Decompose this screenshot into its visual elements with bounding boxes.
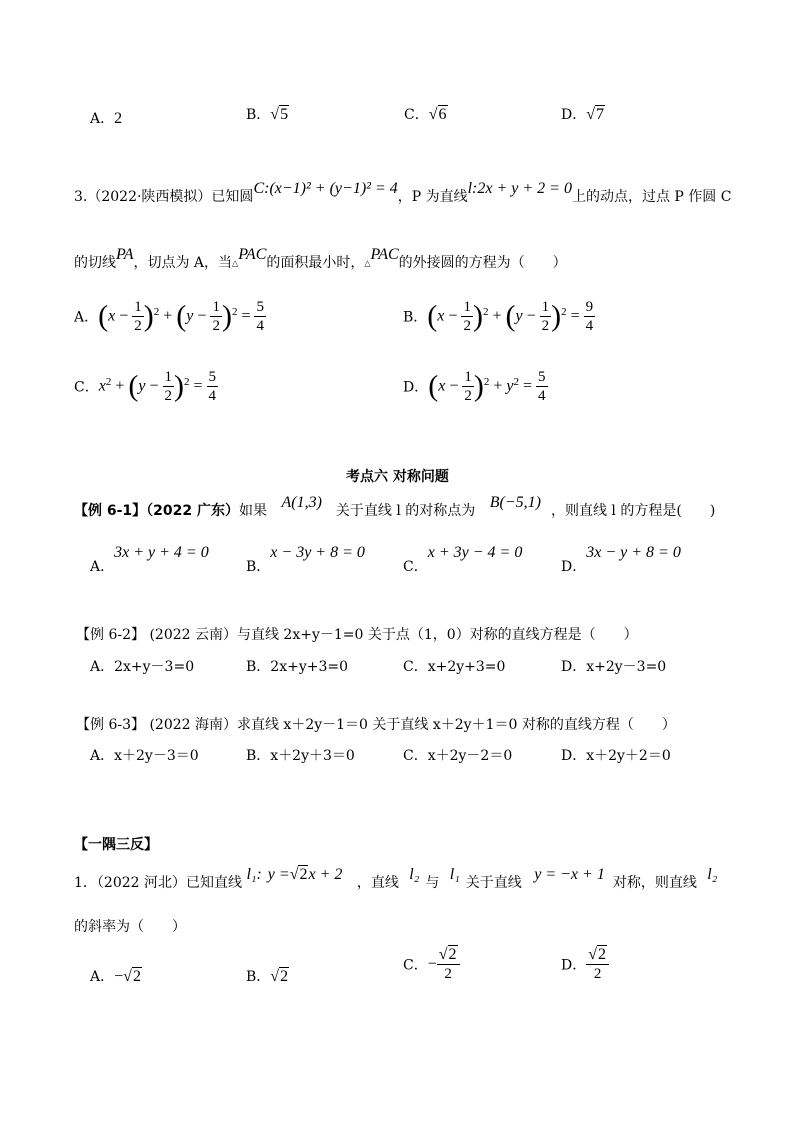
q1-option-d: D． $\frac{√2}{2}$ [561,946,609,983]
prev-option-d: D．√7 [561,106,605,123]
q1-option-b: B．√2 [246,968,289,985]
sqrt-symbol: √5 [270,106,289,123]
sqrt-symbol: √7 [586,106,605,123]
q3-option-a: A．(x − $\frac{1}{2}$ )$^2$ + (y − $\frac{1}{2}$ )$^2$ = $\frac{5}{4}$ [74,299,264,334]
triangle-icon: △ [232,258,239,268]
ex63-option-b: B．x＋2y＋3＝0 [246,748,355,764]
ex62-option-a: A．2x+y－3=0 [90,659,195,675]
ex61-option-b: B．x − 3y + 8 = 0 [246,544,365,575]
section-title: 考点六 对称问题 [346,469,449,485]
ex63-option-a: A．x＋2y－3＝0 [90,748,199,764]
q1-option-a: A．−√2 [90,968,141,985]
ex63-option-c: C．x＋2y－2＝0 [403,748,513,764]
ex62-option-b: B．2x+y+3=0 [246,659,349,675]
ex63-option-d: D．x＋2y＋2＝0 [561,748,671,764]
prev-option-b: B．√5 [246,106,289,123]
q3-option-b: B．(x − $\frac{1}{2}$ )$^2$ + (y − $\frac{1}{2}$ )$^2$ = $\frac{9}{4}$ [403,299,594,334]
triangle-icon: △ [364,258,371,268]
q3-option-c: C．$x^2 + (y$ − $\frac{1}{2}$ )$^2$ = $\frac{5}{4}$ [74,369,217,404]
ex62-question: 【例 6-2】 (2022 云南）与直线 2x+y－1=0 关于点（1，0）对称的直线方程是（ ） [76,627,638,643]
ex61-question: 【例 6-1】（2022 广东）如果 A(1,3) 关于直线 l 的对称点为 B(−5,1) ，则直线 l 的方程是( ) [74,494,716,519]
ex63-question: 【例 6-3】 (2022 海南）求直线 x＋2y－1＝0 关于直线 x＋2y＋1＝0 对称的直线方程（ ） [76,717,676,733]
q1-line1: 1．（2022 河北）已知直线 l₁: y =√2x + 2 ，直线 l₂ 与 l₁ 关于直线 y = −x + 1 对称，则直线 l₂ [74,866,718,891]
q3-line2: 的切线PA，切点为 A，当△PAC的面积最小时，△PAC的外接圆的方程为（ ） [74,246,567,271]
sqrt-symbol: √6 [428,106,447,123]
ex62-option-c: C．x+2y+3=0 [403,659,506,675]
ex62-option-d: D．x+2y－3=0 [561,659,667,675]
practice-title: 【一隅三反】 [74,837,158,853]
prev-option-a: A．2 [90,110,123,127]
sqrt-symbol: √2 [270,968,289,985]
sqrt-symbol: √2 [289,866,308,883]
q1-option-c: C．− $\frac{√2}{2}$ [403,946,460,983]
q3-option-d: D．(x − $\frac{1}{2}$ )$^2 + y^2$ = $\frac{5}{4}$ [403,369,546,404]
prev-option-c: C．√6 [404,106,447,123]
q3-line1: 3.（2022·陕西模拟）已知圆C:(x−1)² + (y−1)² = 4，P 为直线l:2x + y + 2 = 0上的动点，过点 P 作圆 C [74,180,732,205]
sqrt-symbol: √2 [123,968,141,985]
ex61-option-a: A．3x + y + 4 = 0 [90,544,209,575]
q1-line2: 的斜率为（ ） [74,919,186,935]
ex61-option-c: C．x + 3y − 4 = 0 [403,544,523,575]
ex61-option-d: D．3x − y + 8 = 0 [561,544,681,575]
